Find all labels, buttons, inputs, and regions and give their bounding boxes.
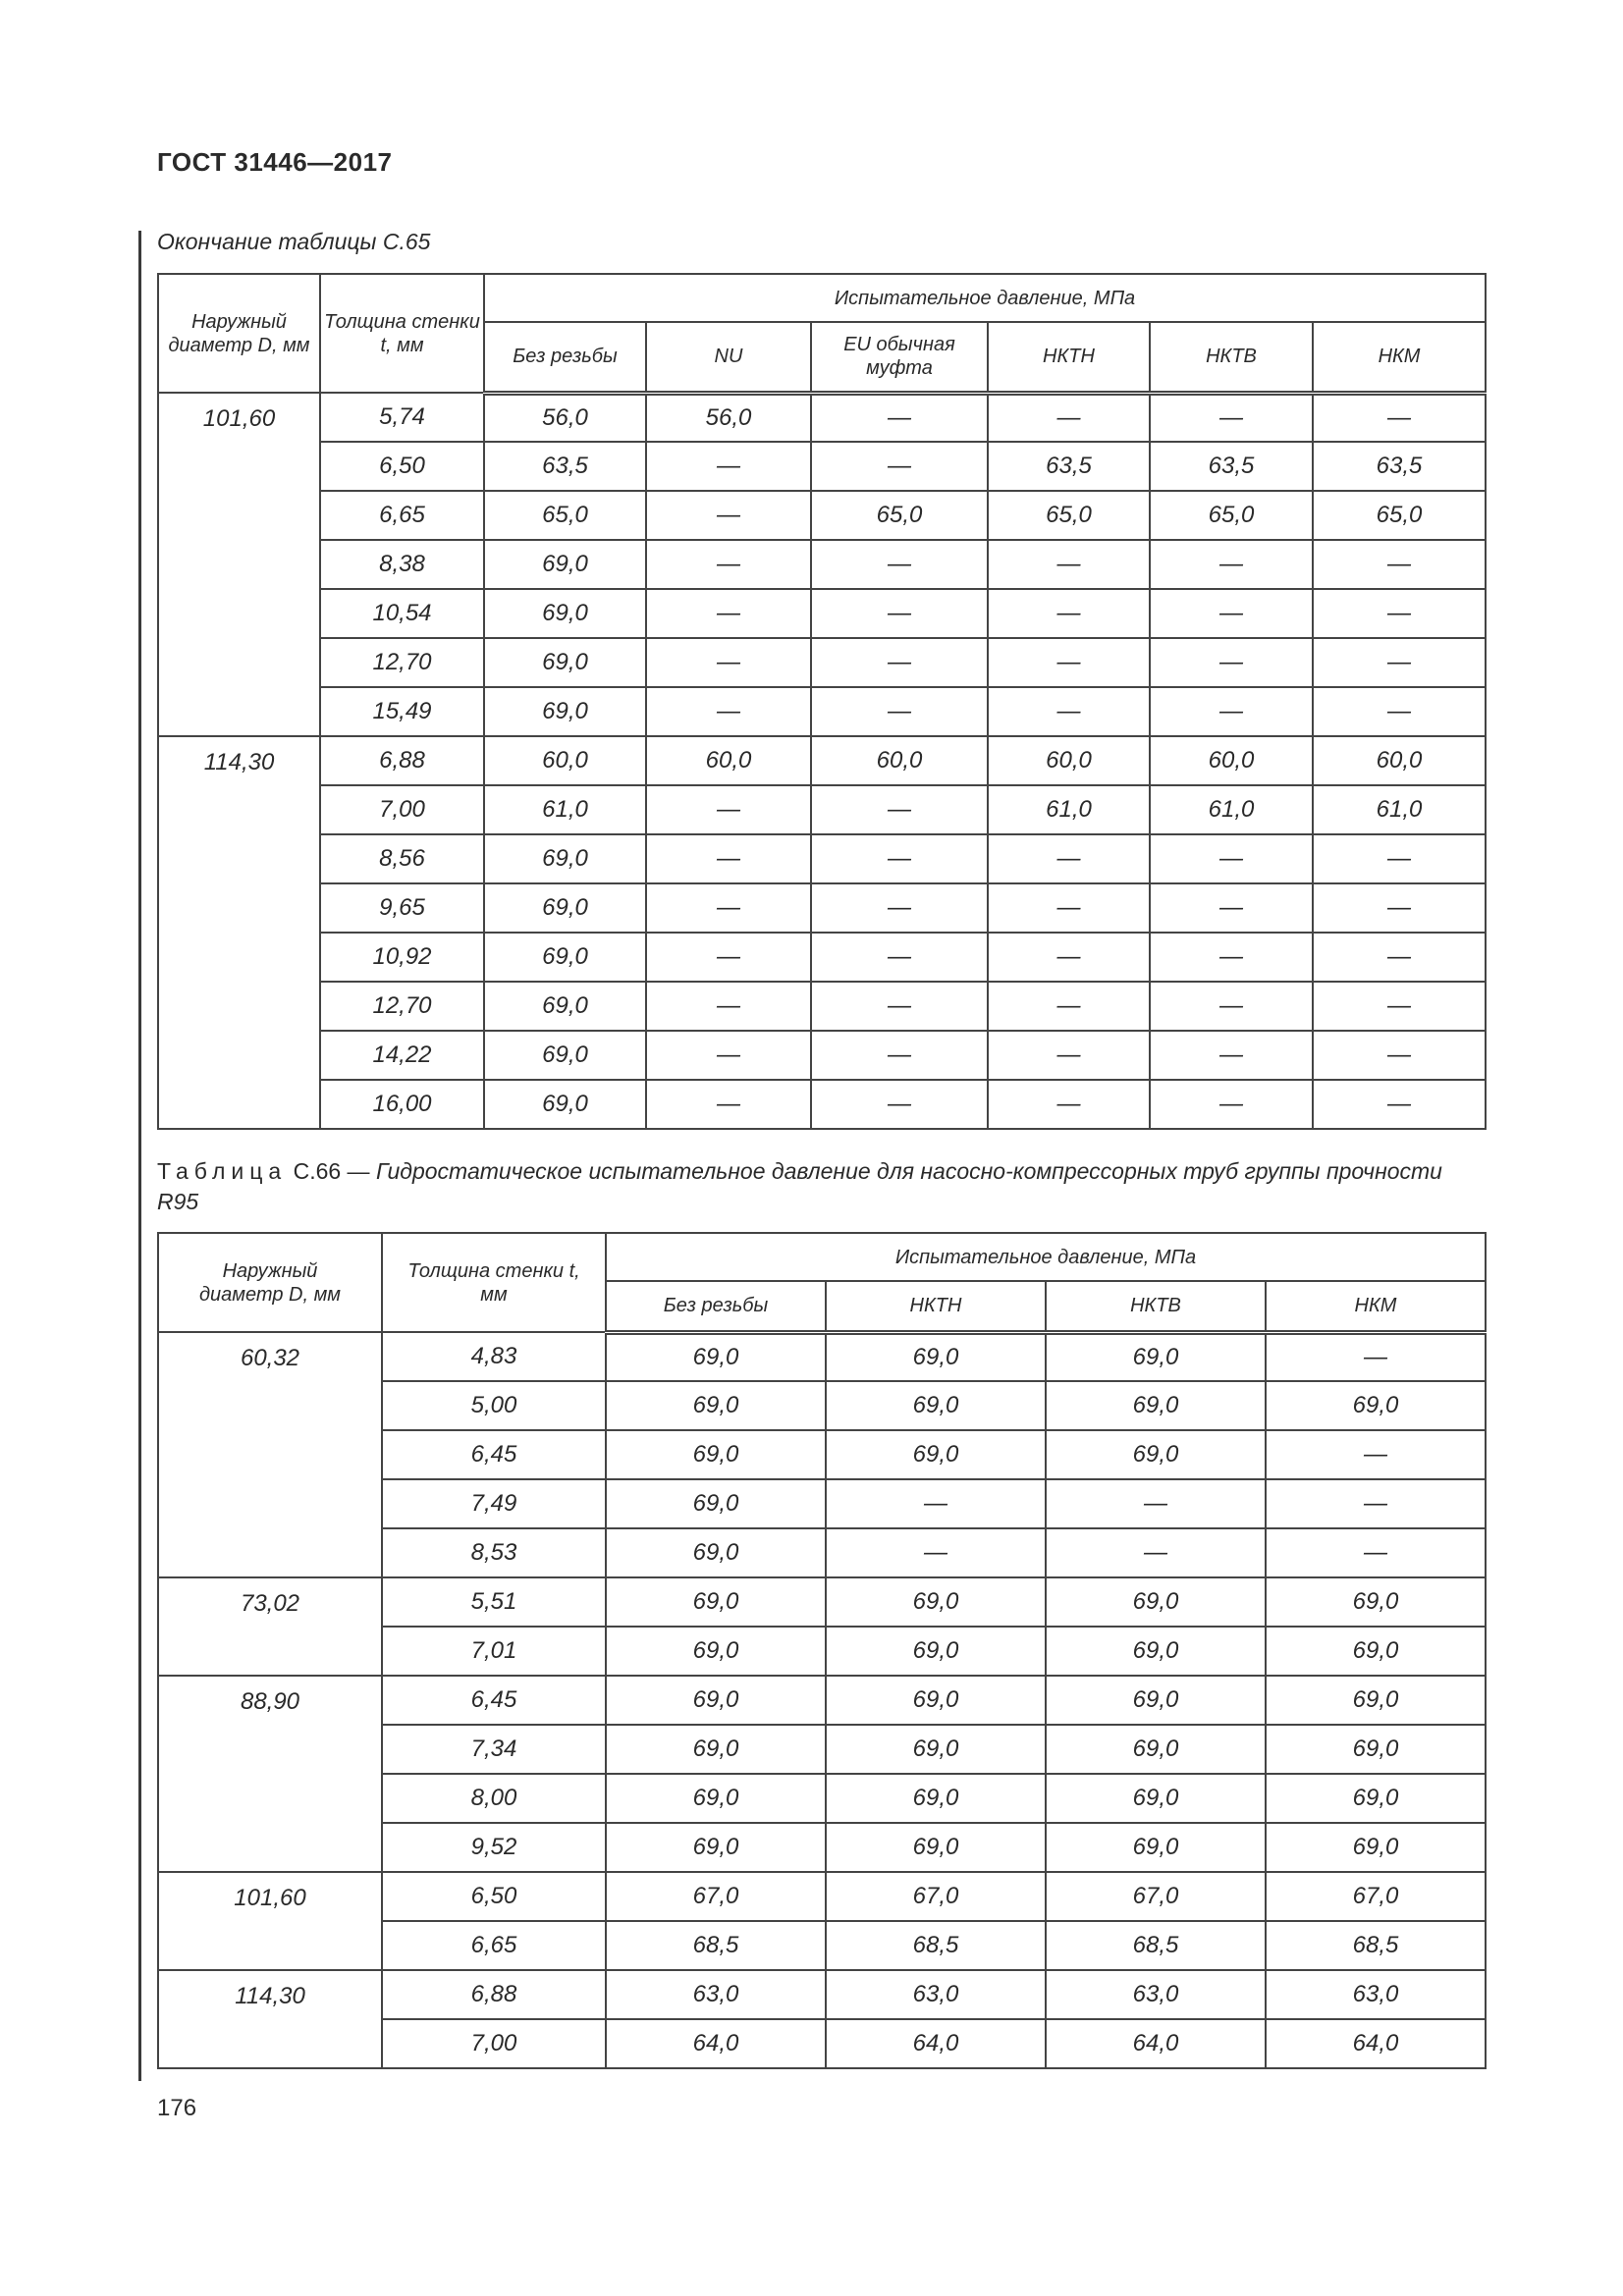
cell-pressure: 69,0 [826, 1823, 1046, 1872]
table-c66 [157, 1232, 1487, 2069]
cell-pressure: 69,0 [1046, 1577, 1266, 1627]
table-row [158, 589, 1486, 638]
cell-pressure: 68,5 [606, 1921, 826, 1970]
cell-pressure: 69,0 [606, 1332, 826, 1381]
cell-pressure: — [646, 982, 811, 1031]
cell-diameter: 114,30 [158, 1970, 382, 2068]
cell-pressure: 69,0 [826, 1627, 1046, 1676]
cell-diameter: 88,90 [158, 1676, 382, 1872]
header-col-nktv: НКТВ [1150, 322, 1313, 393]
cell-pressure: 68,5 [826, 1921, 1046, 1970]
cell-pressure: 69,0 [484, 883, 646, 933]
header-col-nu: NU [646, 322, 811, 393]
cell-pressure: 68,5 [1046, 1921, 1266, 1970]
cell-pressure: — [811, 785, 988, 834]
table-row [158, 1080, 1486, 1129]
cell-pressure: — [1150, 1031, 1313, 1080]
table-row [158, 736, 1486, 785]
header-col-no-thread: Без резьбы [606, 1281, 826, 1332]
cell-pressure: 69,0 [1266, 1577, 1486, 1627]
table1-body [158, 393, 1486, 1129]
cell-thickness: 6,88 [382, 1970, 606, 2019]
cell-thickness: 16,00 [320, 1080, 484, 1129]
cell-pressure: — [1313, 982, 1486, 1031]
cell-pressure: 65,0 [811, 491, 988, 540]
cell-pressure: 69,0 [606, 1577, 826, 1627]
cell-thickness: 6,65 [320, 491, 484, 540]
header-thickness: Толщина стенки t, мм [320, 274, 484, 393]
cell-pressure: 69,0 [1046, 1430, 1266, 1479]
cell-pressure: 64,0 [826, 2019, 1046, 2068]
table-row [158, 785, 1486, 834]
cell-pressure: 69,0 [826, 1332, 1046, 1381]
header-col-nkm: НКМ [1266, 1281, 1486, 1332]
header-diameter: Наружный диаметр D, мм [158, 274, 320, 393]
table-c65 [157, 273, 1487, 1130]
cell-pressure: 67,0 [1266, 1872, 1486, 1921]
cell-pressure: — [988, 1080, 1150, 1129]
cell-pressure: — [646, 1031, 811, 1080]
cell-pressure: 65,0 [988, 491, 1150, 540]
cell-pressure: — [811, 933, 988, 982]
table-row [158, 933, 1486, 982]
cell-pressure: 69,0 [1266, 1381, 1486, 1430]
cell-pressure: 65,0 [1150, 491, 1313, 540]
cell-pressure: 61,0 [484, 785, 646, 834]
cell-pressure: 69,0 [1046, 1676, 1266, 1725]
cell-pressure: — [1313, 883, 1486, 933]
cell-thickness: 6,88 [320, 736, 484, 785]
cell-pressure: — [1313, 1031, 1486, 1080]
cell-thickness: 12,70 [320, 638, 484, 687]
cell-thickness: 15,49 [320, 687, 484, 736]
cell-thickness: 8,53 [382, 1528, 606, 1577]
cell-thickness: 8,00 [382, 1774, 606, 1823]
cell-pressure: — [1150, 834, 1313, 883]
cell-pressure: — [811, 982, 988, 1031]
cell-pressure: — [1150, 589, 1313, 638]
cell-pressure: 69,0 [606, 1528, 826, 1577]
cell-pressure: 68,5 [1266, 1921, 1486, 1970]
cell-pressure: 61,0 [988, 785, 1150, 834]
table-row [158, 687, 1486, 736]
cell-pressure: — [646, 785, 811, 834]
table-row [158, 1031, 1486, 1080]
cell-diameter: 60,32 [158, 1332, 382, 1577]
cell-thickness: 6,50 [320, 442, 484, 491]
cell-pressure: — [1266, 1479, 1486, 1528]
table-row [158, 883, 1486, 933]
header-pressure: Испытательное давление, МПа [606, 1233, 1486, 1281]
cell-pressure: — [811, 834, 988, 883]
cell-pressure: — [988, 393, 1150, 442]
cell-pressure: 60,0 [484, 736, 646, 785]
cell-pressure: — [811, 540, 988, 589]
cell-pressure: 69,0 [484, 638, 646, 687]
header-col-nktn: НКТН [988, 322, 1150, 393]
cell-pressure: — [646, 638, 811, 687]
cell-pressure: 63,0 [606, 1970, 826, 2019]
cell-pressure: 65,0 [1313, 491, 1486, 540]
table-row [158, 1970, 1486, 2019]
cell-pressure: — [646, 1080, 811, 1129]
cell-pressure: 63,5 [1150, 442, 1313, 491]
cell-thickness: 6,45 [382, 1676, 606, 1725]
cell-pressure: — [1150, 393, 1313, 442]
cell-pressure: — [1313, 638, 1486, 687]
document-header: ГОСТ 31446—2017 [157, 147, 393, 177]
cell-pressure: — [826, 1528, 1046, 1577]
cell-thickness: 4,83 [382, 1332, 606, 1381]
header-thickness: Толщина стенки t, мм [382, 1233, 606, 1332]
cell-pressure: — [1313, 393, 1486, 442]
header-col-nktv: НКТВ [1046, 1281, 1266, 1332]
cell-pressure: 69,0 [484, 1031, 646, 1080]
cell-pressure: — [988, 1031, 1150, 1080]
cell-pressure: 69,0 [606, 1430, 826, 1479]
cell-pressure: — [811, 1031, 988, 1080]
cell-pressure: 69,0 [1266, 1774, 1486, 1823]
cell-pressure: 63,5 [484, 442, 646, 491]
cell-pressure: 69,0 [1046, 1381, 1266, 1430]
cell-pressure: — [1313, 834, 1486, 883]
cell-pressure: 69,0 [484, 687, 646, 736]
cell-pressure: — [646, 933, 811, 982]
cell-pressure: 63,5 [988, 442, 1150, 491]
cell-pressure: 69,0 [484, 834, 646, 883]
cell-pressure: 60,0 [646, 736, 811, 785]
cell-pressure: 69,0 [1266, 1725, 1486, 1774]
cell-thickness: 5,51 [382, 1577, 606, 1627]
cell-pressure: — [826, 1479, 1046, 1528]
table-row [158, 491, 1486, 540]
cell-pressure: 69,0 [606, 1676, 826, 1725]
table-row [158, 638, 1486, 687]
cell-pressure: — [988, 834, 1150, 883]
cell-pressure: 69,0 [1266, 1627, 1486, 1676]
cell-pressure: 69,0 [826, 1676, 1046, 1725]
cell-thickness: 7,49 [382, 1479, 606, 1528]
cell-pressure: 67,0 [606, 1872, 826, 1921]
table-row [158, 442, 1486, 491]
cell-pressure: 64,0 [606, 2019, 826, 2068]
cell-pressure: 69,0 [606, 1774, 826, 1823]
cell-pressure: — [1266, 1332, 1486, 1381]
table-row [158, 982, 1486, 1031]
cell-pressure: — [811, 687, 988, 736]
cell-pressure: 69,0 [484, 982, 646, 1031]
header-pressure: Испытательное давление, МПа [484, 274, 1486, 322]
cell-pressure: 61,0 [1150, 785, 1313, 834]
cell-thickness: 7,00 [382, 2019, 606, 2068]
cell-pressure: 63,5 [1313, 442, 1486, 491]
cell-thickness: 6,65 [382, 1921, 606, 1970]
cell-pressure: 69,0 [606, 1479, 826, 1528]
cell-pressure: — [1313, 589, 1486, 638]
cell-pressure: 69,0 [1266, 1823, 1486, 1872]
cell-thickness: 7,00 [320, 785, 484, 834]
cell-diameter: 101,60 [158, 1872, 382, 1970]
cell-pressure: — [988, 638, 1150, 687]
cell-thickness: 12,70 [320, 982, 484, 1031]
page-number: 176 [157, 2095, 197, 2121]
cell-pressure: 69,0 [606, 1823, 826, 1872]
cell-thickness: 5,00 [382, 1381, 606, 1430]
cell-pressure: 69,0 [1046, 1823, 1266, 1872]
cell-thickness: 6,45 [382, 1430, 606, 1479]
cell-pressure: 69,0 [826, 1577, 1046, 1627]
cell-diameter: 114,30 [158, 736, 320, 1129]
cell-pressure: 61,0 [1313, 785, 1486, 834]
cell-pressure: 69,0 [1046, 1774, 1266, 1823]
cell-pressure: 69,0 [1046, 1627, 1266, 1676]
cell-pressure: — [988, 883, 1150, 933]
cell-pressure: — [1313, 933, 1486, 982]
cell-pressure: 69,0 [606, 1381, 826, 1430]
cell-pressure: — [811, 1080, 988, 1129]
table-row [158, 393, 1486, 442]
cell-thickness: 5,74 [320, 393, 484, 442]
cell-pressure: — [1150, 982, 1313, 1031]
cell-pressure: 69,0 [826, 1430, 1046, 1479]
cell-pressure: — [988, 933, 1150, 982]
cell-pressure: 65,0 [484, 491, 646, 540]
cell-thickness: 7,34 [382, 1725, 606, 1774]
table-row [158, 834, 1486, 883]
cell-pressure: — [1313, 687, 1486, 736]
cell-pressure: 69,0 [826, 1381, 1046, 1430]
cell-pressure: — [1150, 638, 1313, 687]
cell-pressure: — [1266, 1528, 1486, 1577]
cell-pressure: 69,0 [826, 1725, 1046, 1774]
cell-pressure: 69,0 [484, 540, 646, 589]
cell-thickness: 7,01 [382, 1627, 606, 1676]
cell-pressure: — [1046, 1479, 1266, 1528]
cell-pressure: — [988, 589, 1150, 638]
cell-pressure: 60,0 [811, 736, 988, 785]
cell-pressure: — [811, 589, 988, 638]
cell-pressure: 67,0 [826, 1872, 1046, 1921]
cell-pressure: — [988, 982, 1150, 1031]
cell-thickness: 9,52 [382, 1823, 606, 1872]
cell-pressure: 69,0 [1266, 1676, 1486, 1725]
cell-diameter: 73,02 [158, 1577, 382, 1676]
cell-pressure: 63,0 [826, 1970, 1046, 2019]
table2-body [158, 1332, 1486, 2068]
cell-pressure: 67,0 [1046, 1872, 1266, 1921]
header-diameter: Наружный диаметр D, мм [158, 1233, 382, 1332]
cell-pressure: — [646, 491, 811, 540]
cell-diameter: 101,60 [158, 393, 320, 736]
cell-pressure: — [811, 883, 988, 933]
cell-pressure: — [646, 442, 811, 491]
table2-caption-text: Гидростатическое испытательное давление для насосно-компрессорных труб группы прочности R95 [157, 1158, 1442, 1214]
table-row [158, 540, 1486, 589]
cell-pressure: — [1046, 1528, 1266, 1577]
cell-pressure: 64,0 [1046, 2019, 1266, 2068]
table-row [158, 1676, 1486, 1725]
cell-pressure: — [1150, 883, 1313, 933]
cell-pressure: — [988, 687, 1150, 736]
cell-pressure: 56,0 [646, 393, 811, 442]
cell-pressure: 69,0 [484, 589, 646, 638]
cell-thickness: 10,54 [320, 589, 484, 638]
cell-pressure: — [988, 540, 1150, 589]
margin-change-bar [138, 231, 141, 2081]
cell-pressure: — [1150, 1080, 1313, 1129]
cell-thickness: 9,65 [320, 883, 484, 933]
cell-pressure: 69,0 [484, 1080, 646, 1129]
cell-thickness: 6,50 [382, 1872, 606, 1921]
table2-caption-number: С.66 — [293, 1158, 370, 1184]
cell-thickness: 8,56 [320, 834, 484, 883]
cell-pressure: 56,0 [484, 393, 646, 442]
table2-caption [157, 1156, 1485, 1217]
cell-pressure: 64,0 [1266, 2019, 1486, 2068]
cell-pressure: — [1313, 1080, 1486, 1129]
cell-pressure: 60,0 [988, 736, 1150, 785]
header-col-nktn: НКТН [826, 1281, 1046, 1332]
table1-caption: Окончание таблицы С.65 [157, 229, 431, 254]
cell-pressure: 69,0 [1046, 1332, 1266, 1381]
header-col-eu: EU обычная муфта [811, 322, 988, 393]
cell-pressure: — [1266, 1430, 1486, 1479]
cell-pressure: — [646, 687, 811, 736]
cell-thickness: 10,92 [320, 933, 484, 982]
cell-pressure: 63,0 [1046, 1970, 1266, 2019]
cell-pressure: — [646, 540, 811, 589]
cell-pressure: 60,0 [1313, 736, 1486, 785]
cell-pressure: — [811, 638, 988, 687]
header-col-nkm: НКМ [1313, 322, 1486, 393]
cell-pressure: — [646, 589, 811, 638]
cell-pressure: — [1313, 540, 1486, 589]
table2-caption-label: Таблица [157, 1158, 288, 1184]
cell-thickness: 14,22 [320, 1031, 484, 1080]
cell-pressure: — [1150, 933, 1313, 982]
cell-pressure: — [646, 883, 811, 933]
cell-pressure: — [1150, 540, 1313, 589]
table-row [158, 1577, 1486, 1627]
cell-pressure: 69,0 [484, 933, 646, 982]
cell-pressure: 69,0 [1046, 1725, 1266, 1774]
cell-pressure: 69,0 [606, 1627, 826, 1676]
cell-pressure: 69,0 [826, 1774, 1046, 1823]
cell-pressure: 69,0 [606, 1725, 826, 1774]
table-row [158, 1872, 1486, 1921]
cell-pressure: — [1150, 687, 1313, 736]
cell-pressure: 60,0 [1150, 736, 1313, 785]
cell-pressure: — [811, 442, 988, 491]
cell-pressure: 63,0 [1266, 1970, 1486, 2019]
table-row [158, 1332, 1486, 1381]
cell-thickness: 8,38 [320, 540, 484, 589]
cell-pressure: — [811, 393, 988, 442]
header-col-no-thread: Без резьбы [484, 322, 646, 393]
cell-pressure: — [646, 834, 811, 883]
